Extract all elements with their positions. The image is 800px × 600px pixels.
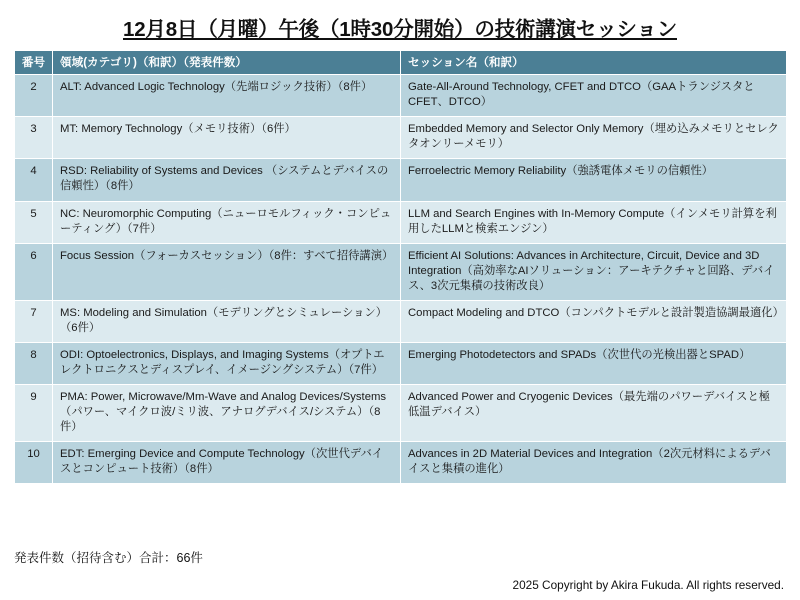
column-header-number: 番号 bbox=[15, 51, 53, 75]
cell-number: 5 bbox=[15, 201, 53, 243]
table-body bbox=[15, 75, 787, 483]
session-table bbox=[14, 50, 787, 484]
cell-number: 9 bbox=[15, 384, 53, 441]
slide-footer bbox=[14, 548, 786, 592]
cell-session: Efficient AI Solutions: Advances in Architecture, Circuit, Device and 3D Integration（高効率なAIソリューション：アーキテクチャと回路、デバイス、3次元集積の技術改良） bbox=[401, 243, 787, 300]
cell-area: NC: Neuromorphic Computing（ニューロモルフィック・コンピューティング）（7件） bbox=[53, 201, 401, 243]
table-row bbox=[15, 300, 787, 342]
cell-number: 2 bbox=[15, 75, 53, 117]
cell-session: Embedded Memory and Selector Only Memory（埋め込みメモリとセレクタオンリーメモリ） bbox=[401, 117, 787, 159]
cell-session: Advanced Power and Cryogenic Devices（最先端のパワーデバイスと極低温デバイス） bbox=[401, 384, 787, 441]
cell-session: Emerging Photodetectors and SPADs（次世代の光検出器とSPAD） bbox=[401, 342, 787, 384]
copyright-text: 2025 Copyright by Akira Fukuda. All rights reserved. bbox=[512, 578, 784, 592]
cell-area: RSD: Reliability of Systems and Devices （システムとデバイスの信頼性）（8件） bbox=[53, 159, 401, 201]
cell-number: 8 bbox=[15, 342, 53, 384]
column-header-session: セッション名（和訳） bbox=[401, 51, 787, 75]
cell-area: ALT: Advanced Logic Technology（先端ロジック技術）（8件） bbox=[53, 75, 401, 117]
table-row bbox=[15, 159, 787, 201]
cell-area: MS: Modeling and Simulation（モデリングとシミュレーション）（6件） bbox=[53, 300, 401, 342]
table-row bbox=[15, 441, 787, 483]
page-title: 12月8日（月曜）午後（1時30分開始）の技術講演セッション bbox=[123, 18, 677, 41]
table-row bbox=[15, 342, 787, 384]
cell-session: LLM and Search Engines with In-Memory Compute（インメモリ計算を利用したLLMと検索エンジン） bbox=[401, 201, 787, 243]
cell-number: 4 bbox=[15, 159, 53, 201]
table-row bbox=[15, 75, 787, 117]
cell-area: ODI: Optoelectronics, Displays, and Imaging Systems（オプトエレクトロニクスとディスプレイ、イメージングシステム）（7件） bbox=[53, 342, 401, 384]
column-header-area: 領域(カテゴリ)（和訳）（発表件数） bbox=[53, 51, 401, 75]
total-count-text: 発表件数（招待含む）合計：66件 bbox=[14, 551, 203, 565]
cell-number: 6 bbox=[15, 243, 53, 300]
cell-number: 7 bbox=[15, 300, 53, 342]
table-row bbox=[15, 243, 787, 300]
cell-number: 10 bbox=[15, 441, 53, 483]
cell-session: Gate-All-Around Technology, CFET and DTCO（GAAトランジスタとCFET、DTCO） bbox=[401, 75, 787, 117]
table-row bbox=[15, 201, 787, 243]
cell-area: Focus Session（フォーカスセッション）（8件：すべて招待講演） bbox=[53, 243, 401, 300]
cell-session: Advances in 2D Material Devices and Integration（2次元材料によるデバイスと集積の進化） bbox=[401, 441, 787, 483]
table-header-row bbox=[15, 51, 787, 75]
table-row bbox=[15, 384, 787, 441]
cell-number: 3 bbox=[15, 117, 53, 159]
table-row bbox=[15, 117, 787, 159]
table-header bbox=[15, 51, 787, 75]
cell-session: Ferroelectric Memory Reliability（強誘電体メモリの信頼性） bbox=[401, 159, 787, 201]
cell-session: Compact Modeling and DTCO（コンパクトモデルと設計製造協調最適化） bbox=[401, 300, 787, 342]
cell-area: PMA: Power, Microwave/Mm-Wave and Analog Devices/Systems（パワー、マイクロ波/ミリ波、アナログデバイス/システム）（8件） bbox=[53, 384, 401, 441]
cell-area: EDT: Emerging Device and Compute Technology（次世代デバイスとコンピュート技術）（8件） bbox=[53, 441, 401, 483]
cell-area: MT: Memory Technology（メモリ技術）（6件） bbox=[53, 117, 401, 159]
